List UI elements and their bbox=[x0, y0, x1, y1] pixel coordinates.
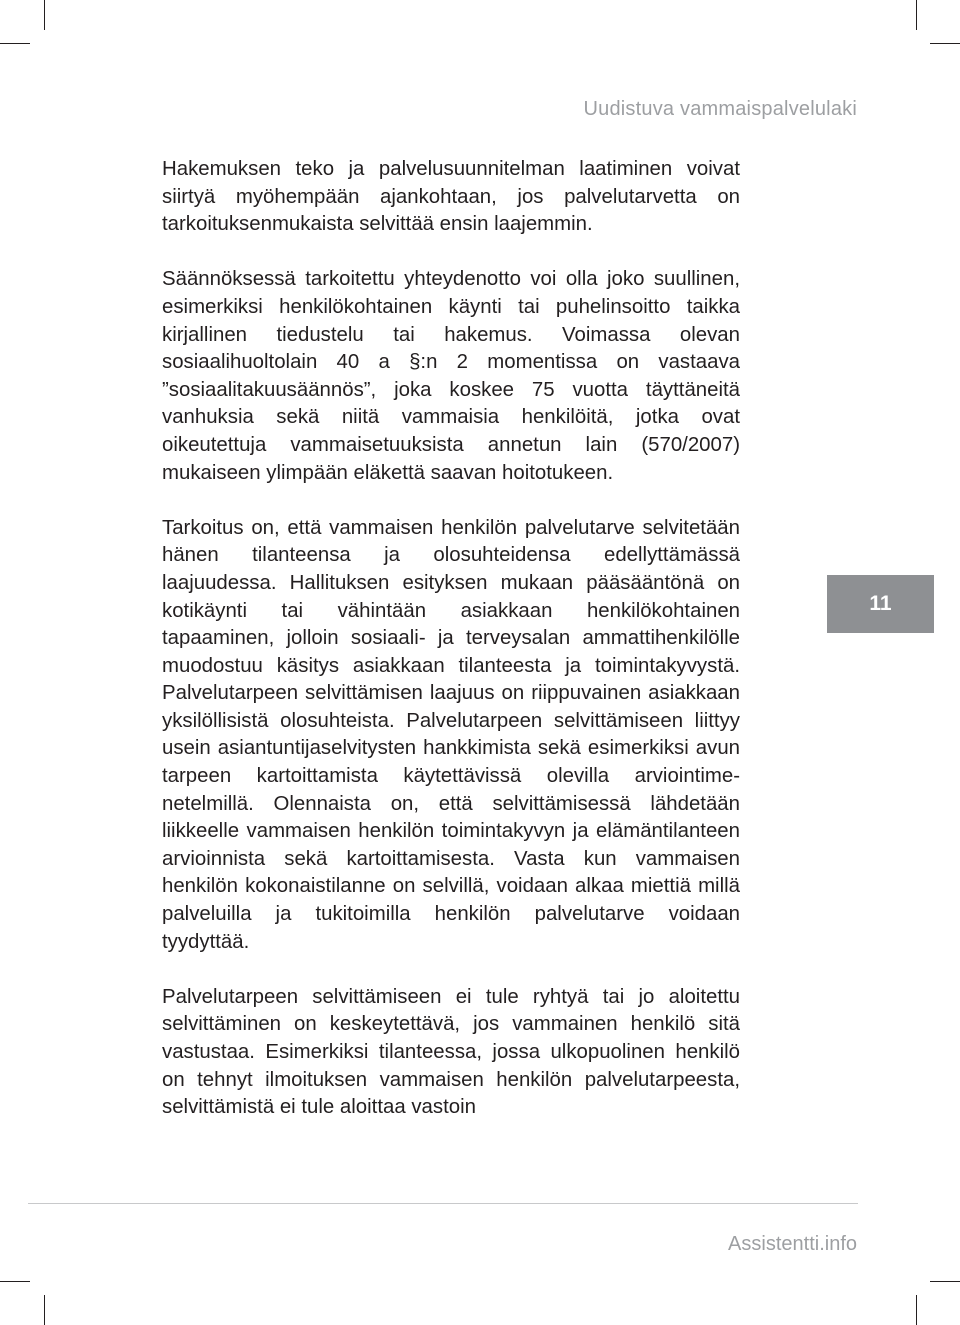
crop-mark-bottom-left-horizontal bbox=[0, 1281, 30, 1282]
crop-mark-bottom-right-horizontal bbox=[930, 1281, 960, 1282]
body-text bbox=[162, 156, 740, 1149]
paragraph-3: Tarkoitus on, että vammaisen henkilön palvelutarve selvitetään hänen tilanteensa ja olosuhteidensa edellyttämässä laajuudessa. Hallituksen esityksen mukaan pääsääntönä on kotikäynti tai vähintään asiakkaan henkilökohtainen tapaaminen, jolloin sosiaali- ja terveysalan ammattihenkilölle muodostuu käsitys asiakkaan tilanteesta ja toimintakyvystä. Palvelutarpeen selvittämisen laajuus on riippuvainen asiakkaan yksilöllisistä olosuhteista. Palvelutarpeen selvittämiseen liittyy usein asiantuntijaselvitysten hankkimista sekä esimerkiksi avun tarpeen kartoittamista käytettävissä olevilla arviointimenetelmillä. Olennaista on, että selvittämisessä lähdetään liikkeelle vammaisen henkilön toimintakyvyn ja elämäntilanteen arvioinnista sekä kartoittamisesta. Vasta kun vammaisen henkilön kokonaistilanne on selvillä, voidaan alkaa miettiä millä palveluilla ja tukitoimilla henkilön palvelutarve voidaan tyydyttää. bbox=[162, 516, 740, 953]
paragraph-4: Palvelutarpeen selvittämiseen ei tule ryhtyä tai jo aloitettu selvittäminen on keskeytettävä, jos vammainen henkilö sitä vastustaa. Esimerkiksi tilanteessa, jossa ulkopuolinen henkilö on tehnyt ilmoituksen vammaisen henkilön palvelutarpeesta, selvittämistä ei tule aloittaa vastoin bbox=[162, 985, 740, 1119]
paragraph-2: Säännöksessä tarkoitettu yhteydenotto voi olla joko suullinen, esimerkiksi henkilökohtainen käynti tai puhelinsoitto taikka kirjallinen tiedustelu tai hakemus. Voimassa olevan sosiaalihuoltolain 40 a §:n 2 momentissa on vastaava ”sosiaalitakuusäännös”, joka koskee 75 vuotta täyttäneitä vanhuksia sekä niitä vammaisia henkilöitä, jotka ovat oikeutettuja vammaisetuuksista annetun lain (570/2007) mukaiseen ylimpään eläkettä saavan hoitotukeen. bbox=[162, 268, 740, 484]
footer-site-name: Assistentti.info bbox=[728, 1233, 857, 1255]
running-header: Uudistuva vammaispalvelulaki bbox=[583, 98, 857, 120]
footer-divider bbox=[28, 1203, 858, 1204]
crop-mark-top-right-horizontal bbox=[930, 43, 960, 44]
crop-mark-bottom-right-vertical bbox=[916, 1295, 917, 1325]
paragraph-1: Hakemuksen teko ja palvelusuunnitelman laatiminen voivat siirtyä myöhempään ajankohtaan, jos palvelutarvetta on tarkoituksenmukaista selvittää ensin laajemmin. bbox=[162, 158, 740, 236]
crop-mark-top-left-vertical bbox=[44, 0, 45, 30]
crop-mark-top-right-vertical bbox=[916, 0, 917, 30]
page-number-tab: 11 bbox=[827, 575, 934, 633]
crop-mark-top-left-horizontal bbox=[0, 43, 30, 44]
crop-mark-bottom-left-vertical bbox=[44, 1295, 45, 1325]
